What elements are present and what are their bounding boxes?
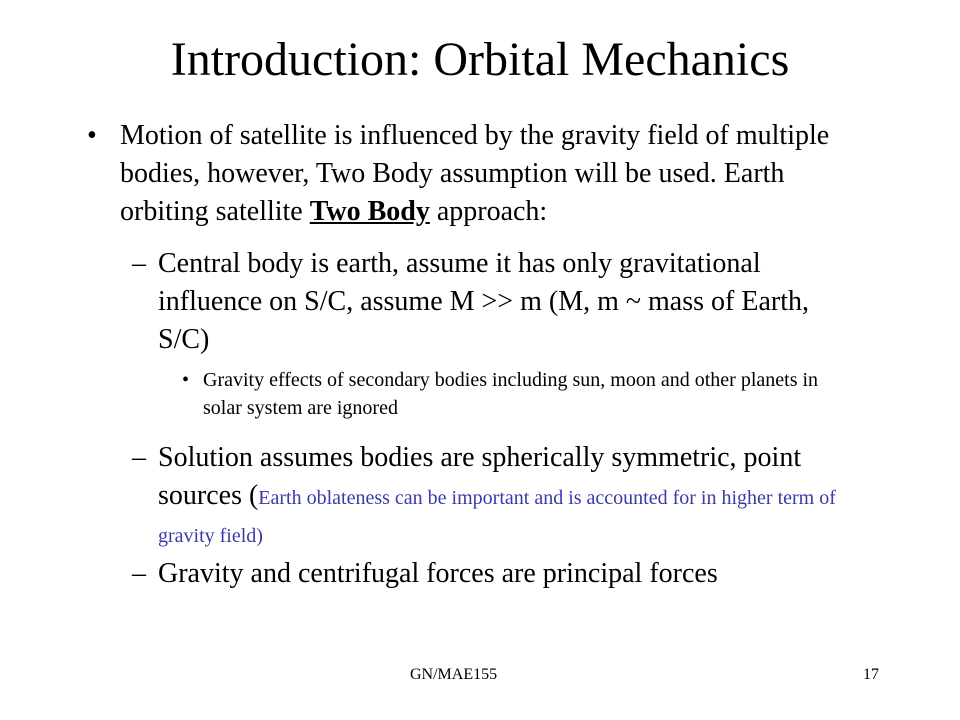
bullet-text-b: approach:: [429, 196, 548, 227]
dash-marker: –: [132, 248, 146, 279]
sub-sub-bullet-gravity-effects: Gravity effects of secondary bodies including sun, moon and other planets in solar system are ignored: [203, 369, 819, 419]
sub-bullet-solution: [158, 439, 858, 553]
dash-marker: –: [132, 442, 146, 473]
bullet-text-a: Motion of satellite is influenced by the gravity field of multiple bodies, however, Two Body assumption will be used. Earth orbiting satellite: [120, 120, 830, 227]
oblateness-note: Earth oblateness can be important and is accounted for in higher term of gravity field): [158, 487, 836, 547]
slide-title: Introduction: Orbital Mechanics: [170, 33, 790, 86]
footer-course: GN/MAE155: [410, 666, 498, 683]
footer-page-number: 17: [863, 666, 879, 683]
bullet-text: [120, 117, 840, 231]
sub-sub-bullet-marker: •: [182, 369, 190, 391]
two-body-underlined: Two Body: [309, 196, 430, 227]
sub-bullet-central-body: Central body is earth, assume it has only gravitational influence on S/C, assume M >> m (M, m ~ mass of Earth, S/C): [158, 248, 809, 355]
dash-marker: –: [132, 558, 146, 589]
bullet-marker: •: [87, 120, 97, 151]
sub-bullet-forces: Gravity and centrifugal forces are principal forces: [158, 558, 718, 589]
solution-text: Solution assumes bodies are spherically symmetric, point sources (: [158, 442, 802, 511]
